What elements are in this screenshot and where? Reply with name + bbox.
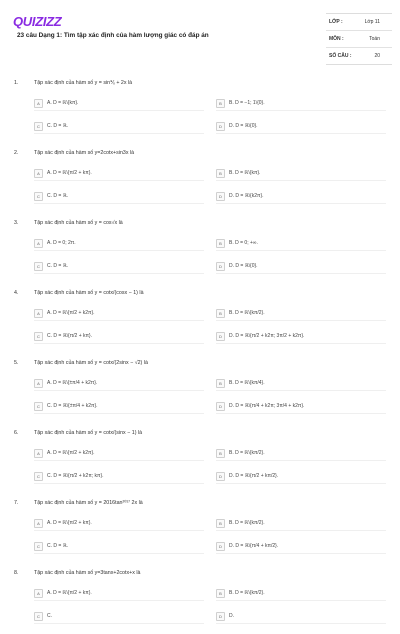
answer-option-c[interactable] (34, 610, 52, 622)
option-text: B. D = ℝ\{kπ/2}. (229, 450, 265, 456)
option-underline (34, 343, 204, 344)
option-text: D. D = ℝ\{π/2 + kπ/2}. (229, 473, 279, 479)
option-text: A. D = ℝ\{π/2 + k2π}. (47, 450, 95, 456)
question-item (0, 494, 400, 564)
option-underline (216, 553, 386, 554)
option-text: B. D = ℝ\{kπ/2}. (229, 590, 265, 596)
option-underline (216, 133, 386, 134)
answer-option-c[interactable] (34, 470, 104, 482)
answer-option-d[interactable] (216, 260, 258, 272)
option-letter-box: C (34, 332, 43, 341)
option-letter-box: D (216, 192, 225, 201)
option-letter-box: D (216, 332, 225, 341)
question-item (0, 424, 400, 494)
document-header (0, 0, 400, 62)
question-text: Tập xác định của hàm số y = cotx/(sinx − 1) là (34, 430, 143, 436)
answer-option-b[interactable] (216, 377, 265, 389)
answer-option-d[interactable] (216, 400, 304, 412)
answer-option-b[interactable] (216, 97, 265, 109)
option-underline (34, 460, 204, 461)
question-item (0, 144, 400, 214)
meta-value: 20 (374, 53, 380, 59)
answer-option-b[interactable] (216, 237, 258, 249)
answer-option-c[interactable] (34, 190, 68, 202)
option-underline (216, 483, 386, 484)
option-letter-box: A (34, 519, 43, 528)
answer-option-b[interactable] (216, 587, 265, 599)
option-text: D. D = ℝ\{k2π}. (229, 193, 264, 199)
option-underline (34, 110, 204, 111)
option-text: D. D = ℝ\{π/4 + kπ/2}. (229, 543, 279, 549)
answer-option-a[interactable] (34, 167, 92, 179)
answer-option-d[interactable] (216, 330, 304, 342)
option-text: B. D = ℝ\{kπ/4}. (229, 380, 265, 386)
answer-option-a[interactable] (34, 237, 76, 249)
option-text: A. D = ℝ\{π/2 + kπ}. (47, 170, 92, 176)
question-item (0, 564, 400, 634)
option-underline (34, 133, 204, 134)
question-item (0, 214, 400, 284)
answer-option-c[interactable] (34, 540, 68, 552)
option-underline (34, 413, 204, 414)
option-letter-box: A (34, 239, 43, 248)
option-letter-box: B (216, 589, 225, 598)
meta-key: LỚP : (329, 19, 343, 25)
option-underline (216, 110, 386, 111)
answer-option-a[interactable] (34, 587, 92, 599)
option-text: D. D = ℝ\{0}. (229, 123, 258, 129)
question-item (0, 354, 400, 424)
meta-table (326, 13, 392, 65)
option-text: D. D = ℝ\{π/4 + k2π; 3π/4 + k2π}. (229, 403, 305, 409)
option-letter-box: B (216, 379, 225, 388)
option-letter-box: C (34, 402, 43, 411)
meta-row-count (326, 48, 392, 64)
answer-option-a[interactable] (34, 307, 95, 319)
question-text: Tập xác định của hàm số y=2cotx+sin3x là (34, 150, 135, 156)
quizizz-logo: QUIZIZZ (13, 14, 62, 29)
question-number: 1. (14, 80, 19, 86)
option-letter-box: B (216, 239, 225, 248)
option-letter-box: C (34, 472, 43, 481)
option-text: A. D = ℝ\{π/2 + kπ}. (47, 590, 92, 596)
option-underline (34, 203, 204, 204)
meta-key: MÔN : (329, 36, 344, 42)
option-letter-box: B (216, 169, 225, 178)
option-underline (216, 460, 386, 461)
option-letter-box: B (216, 309, 225, 318)
option-underline (34, 250, 204, 251)
document-title: 23 câu Dạng 1: Tìm tập xác định của hàm lượng giác có đáp án (17, 32, 209, 39)
option-letter-box: C (34, 612, 43, 621)
option-underline (34, 530, 204, 531)
option-text: D. D = ℝ\{0}. (229, 263, 258, 269)
answer-option-d[interactable] (216, 470, 278, 482)
question-number: 5. (14, 360, 19, 366)
answer-option-c[interactable] (34, 330, 92, 342)
question-list (0, 74, 400, 634)
meta-key: SỐ CÂU : (329, 53, 352, 59)
answer-option-d[interactable] (216, 610, 234, 622)
answer-option-a[interactable] (34, 97, 78, 109)
option-text: B. D = ℝ\{kπ/2}. (229, 310, 265, 316)
option-text: A. D = ℝ\{±π/4 + k2π}. (47, 380, 98, 386)
option-text: C. (47, 613, 52, 619)
option-underline (34, 273, 204, 274)
option-underline (216, 273, 386, 274)
question-text: Tập xác định của hàm số y = 2016tan²⁰¹⁷ 2x là (34, 500, 143, 506)
option-letter-box: A (34, 169, 43, 178)
option-underline (216, 623, 386, 624)
option-letter-box: B (216, 519, 225, 528)
answer-option-c[interactable] (34, 260, 68, 272)
answer-option-d[interactable] (216, 190, 264, 202)
question-number: 6. (14, 430, 19, 436)
option-underline (34, 483, 204, 484)
option-text: A. D = ℝ\{kπ}. (47, 100, 79, 106)
answer-option-a[interactable] (34, 447, 95, 459)
answer-option-c[interactable] (34, 120, 68, 132)
answer-option-a[interactable] (34, 517, 92, 529)
meta-row-subject (326, 31, 392, 48)
option-underline (216, 343, 386, 344)
question-number: 8. (14, 570, 19, 576)
option-letter-box: A (34, 309, 43, 318)
option-letter-box: C (34, 262, 43, 271)
answer-option-b[interactable] (216, 307, 265, 319)
option-letter-box: B (216, 99, 225, 108)
question-text: Tập xác định của hàm số y = sin⅟ₓ + 2x là (34, 80, 133, 86)
option-letter-box: C (34, 122, 43, 131)
question-text: Tập xác định của hàm số y = cotx/(2sinx − √2) là (34, 360, 148, 366)
option-text: B. D = −1; 1\{0}. (229, 100, 265, 106)
option-text: D. D = ℝ\{π/2 + k2π; 3π/2 + k2π}. (229, 333, 305, 339)
option-text: C. D = ℝ. (47, 193, 69, 199)
option-text: A. D = ℝ\{π/2 + kπ}. (47, 520, 92, 526)
option-underline (34, 180, 204, 181)
answer-option-b[interactable] (216, 447, 265, 459)
question-text: Tập xác định của hàm số y=3tanx+2cotx+x là (34, 570, 141, 576)
answer-option-a[interactable] (34, 377, 97, 389)
question-item (0, 74, 400, 144)
question-number: 2. (14, 150, 19, 156)
option-underline (34, 553, 204, 554)
option-underline (216, 250, 386, 251)
option-underline (216, 530, 386, 531)
option-text: C. D = ℝ. (47, 263, 69, 269)
option-text: A. D = ℝ\{π/2 + k2π}. (47, 310, 95, 316)
option-text: B. D = ℝ\{kπ}. (229, 170, 261, 176)
option-letter-box: D (216, 612, 225, 621)
meta-value: Lớp 11 (364, 19, 380, 25)
option-text: B. D = ℝ\{kπ/2}. (229, 520, 265, 526)
option-letter-box: A (34, 589, 43, 598)
answer-option-d[interactable] (216, 120, 258, 132)
answer-option-b[interactable] (216, 517, 265, 529)
option-letter-box: D (216, 472, 225, 481)
option-underline (216, 320, 386, 321)
option-text: C. D = ℝ. (47, 543, 69, 549)
option-underline (216, 413, 386, 414)
option-underline (216, 390, 386, 391)
option-underline (34, 623, 204, 624)
question-number: 7. (14, 500, 19, 506)
question-number: 4. (14, 290, 19, 296)
option-underline (34, 390, 204, 391)
question-item (0, 284, 400, 354)
option-letter-box: D (216, 402, 225, 411)
option-letter-box: B (216, 449, 225, 458)
option-text: D. (229, 613, 234, 619)
answer-option-b[interactable] (216, 167, 260, 179)
meta-value: Toán (369, 36, 380, 42)
answer-option-d[interactable] (216, 540, 278, 552)
question-text: Tập xác định của hàm số y = cotx/(cosx − 1) là (34, 290, 144, 296)
option-text: C. D = ℝ\{π/2 + kπ}. (47, 333, 93, 339)
option-letter-box: C (34, 542, 43, 551)
option-underline (216, 203, 386, 204)
option-text: C. D = ℝ\{π/2 + k2π; kπ}. (47, 473, 104, 479)
option-letter-box: D (216, 262, 225, 271)
option-underline (34, 320, 204, 321)
question-text: Tập xác định của hàm số y = cos√x là (34, 220, 123, 226)
option-letter-box: A (34, 99, 43, 108)
option-letter-box: A (34, 379, 43, 388)
option-underline (216, 180, 386, 181)
option-underline (216, 600, 386, 601)
option-letter-box: A (34, 449, 43, 458)
question-number: 3. (14, 220, 19, 226)
answer-option-c[interactable] (34, 400, 98, 412)
option-underline (34, 600, 204, 601)
option-text: A. D = 0; 2π. (47, 240, 76, 246)
option-text: B. D = 0; +∞. (229, 240, 258, 246)
option-letter-box: D (216, 542, 225, 551)
option-text: C. D = ℝ. (47, 123, 69, 129)
option-letter-box: C (34, 192, 43, 201)
option-text: C. D = ℝ\{±π/4 + k2π}. (47, 403, 98, 409)
meta-row-class (326, 14, 392, 31)
option-letter-box: D (216, 122, 225, 131)
